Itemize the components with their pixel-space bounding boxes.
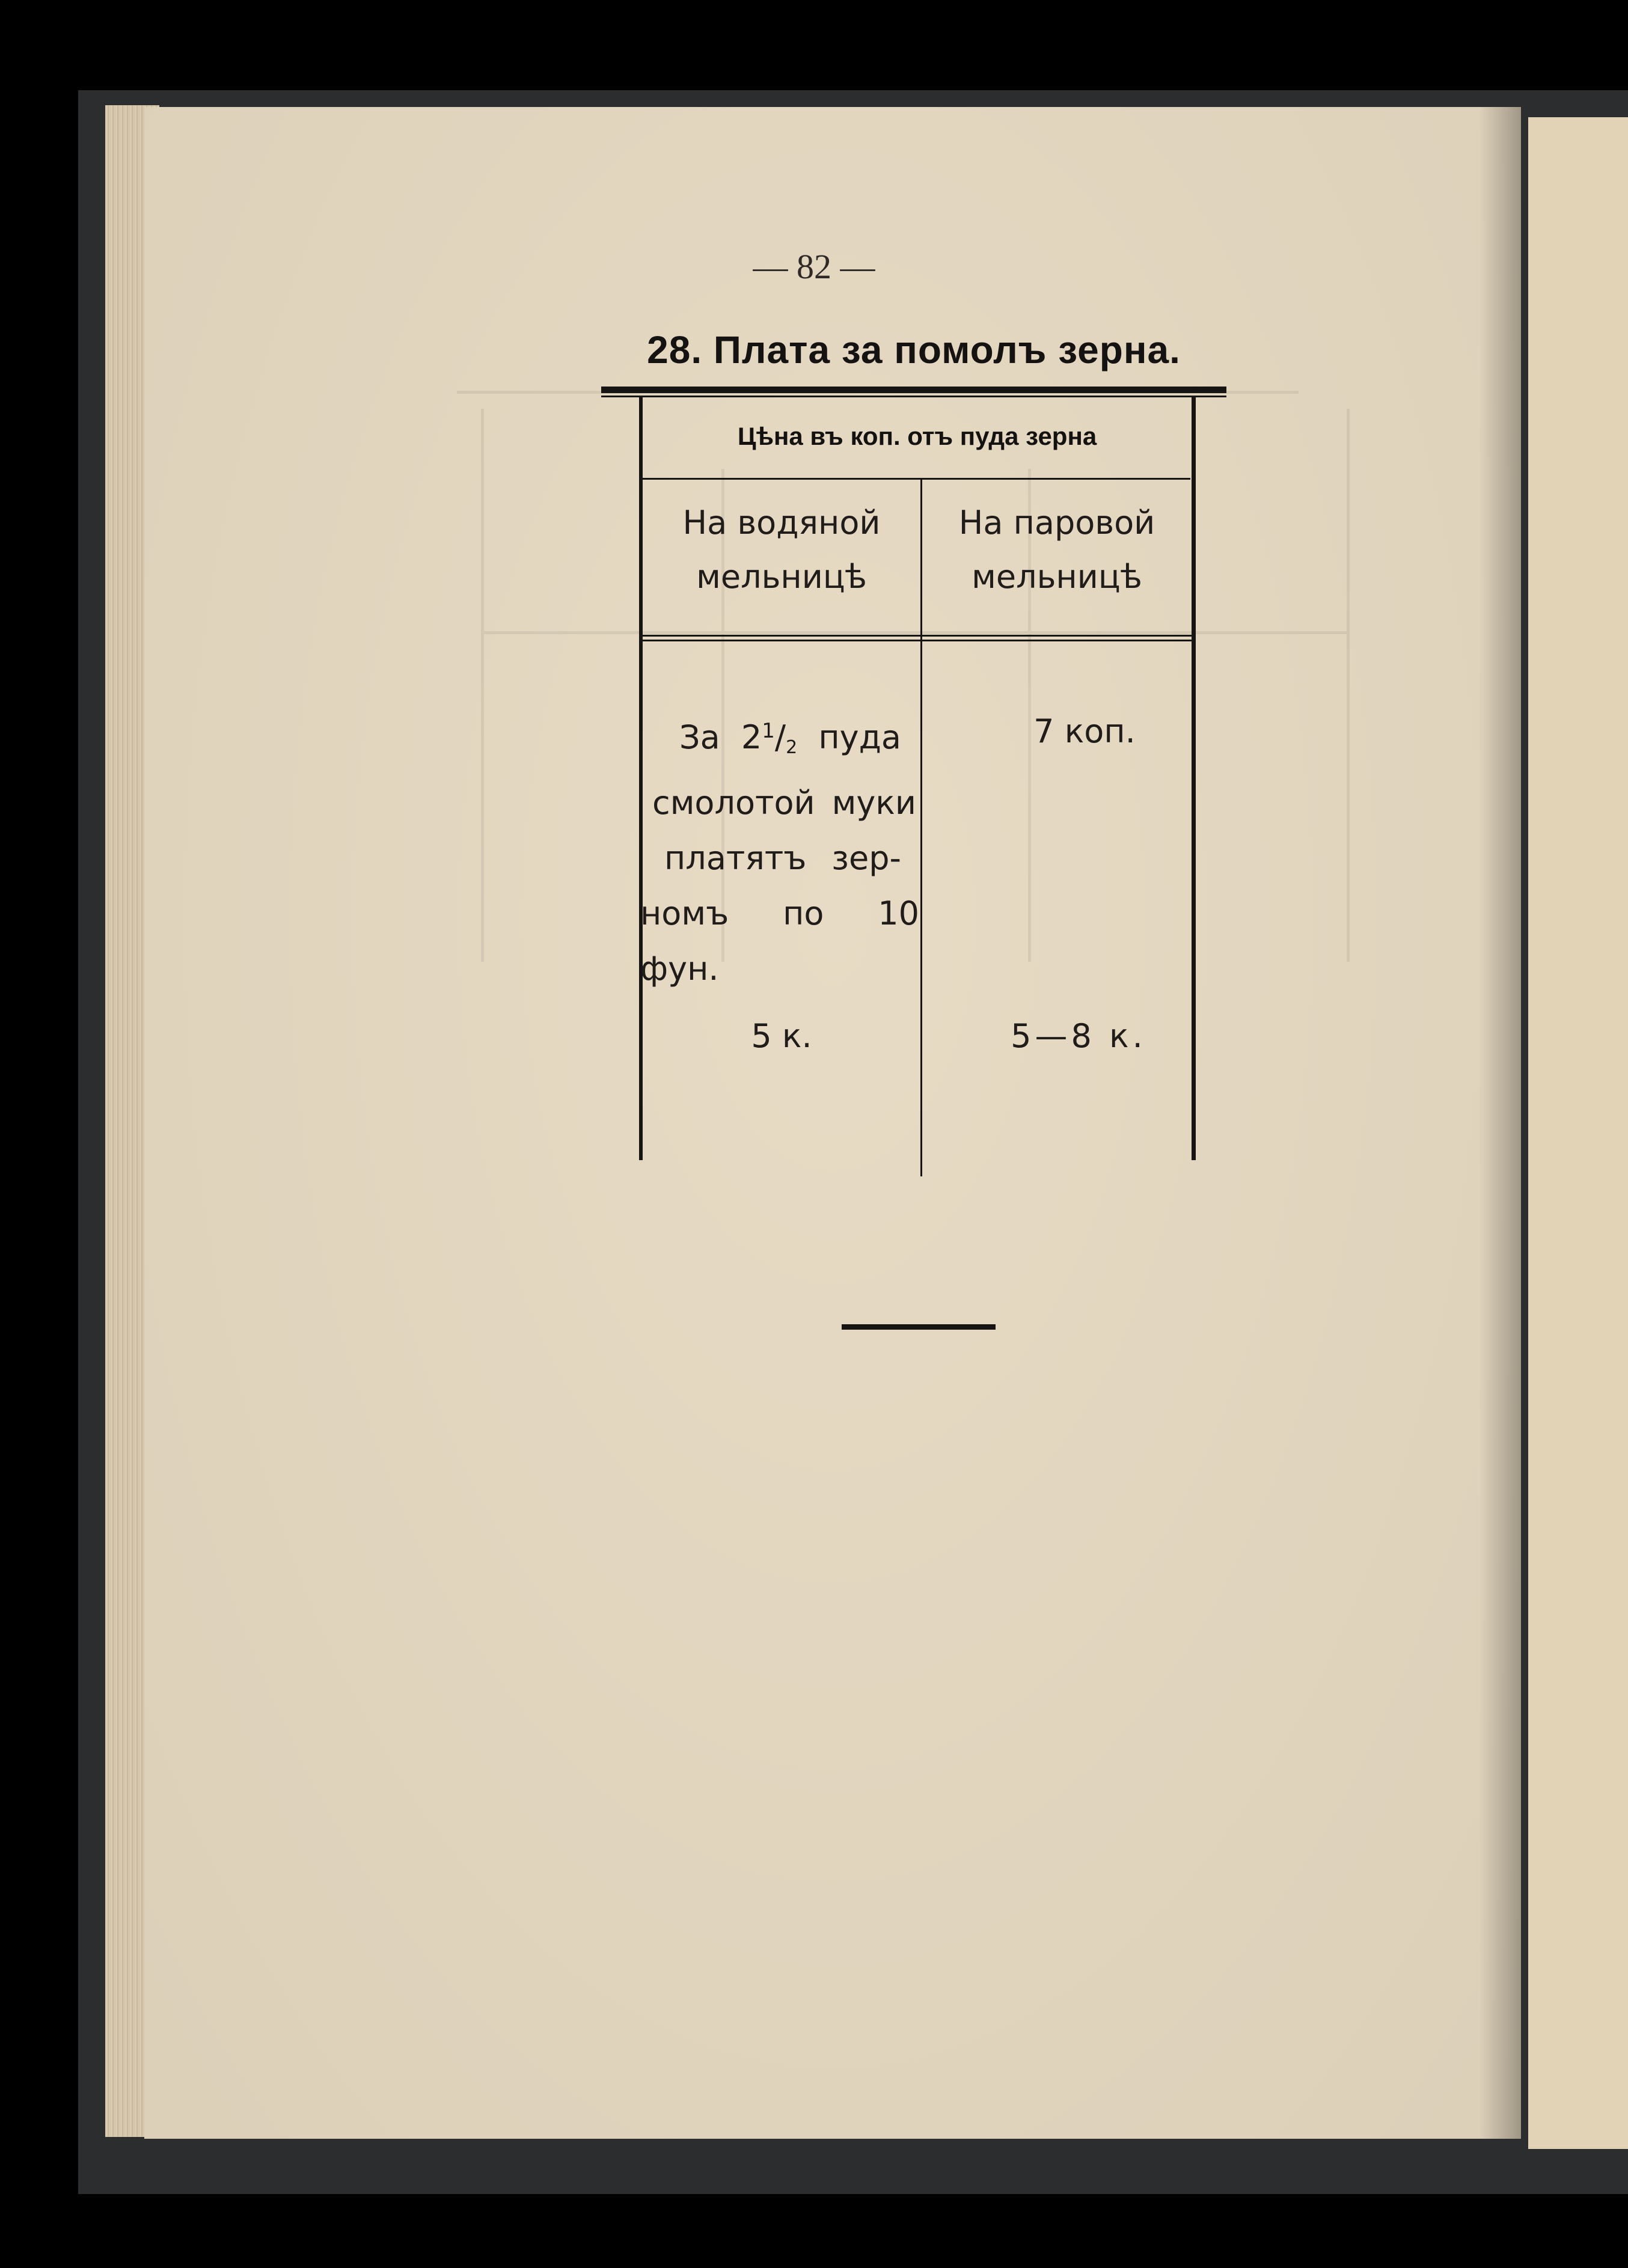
table-cell-water-mill-row2: 5 к.	[751, 1017, 812, 1055]
end-rule	[842, 1324, 996, 1330]
table-top-rule-thin	[601, 396, 1226, 397]
column-header-water-mill-line1: На водяной	[682, 504, 881, 542]
fraction-slash: /	[774, 718, 786, 756]
column-header-steam-mill	[922, 496, 1192, 604]
column-header-steam-mill-line1: На паровой	[958, 504, 1155, 542]
cell-line: платятъ зер-	[664, 839, 901, 877]
book-page	[144, 107, 1521, 2139]
cell-text: За 2	[679, 718, 762, 756]
page-number: — 82 —	[753, 247, 875, 286]
table-top-rule	[601, 387, 1226, 393]
gutter-shadow	[1479, 107, 1521, 2139]
cell-line: смолотой муки	[652, 784, 916, 822]
cell-text: пуда	[818, 718, 902, 756]
super-header: Цѣна въ коп. отъ пуда зерна	[737, 422, 1097, 450]
table-title: 28. Плата за помолъ зерна.	[647, 328, 1181, 371]
column-header-water-mill-line2: мельницѣ	[696, 558, 867, 596]
table-cell-steam-mill-row1: 7 коп.	[1033, 712, 1136, 750]
cell-line: номъ по 10 фун.	[640, 894, 919, 988]
header-double-rule-bottom	[641, 640, 1194, 641]
super-header-rule	[641, 478, 1190, 480]
cell-line	[640, 703, 919, 775]
fraction-numerator: 1	[762, 719, 775, 743]
fraction-denominator: 2	[786, 737, 798, 758]
table-cell-water-mill-row1	[640, 703, 919, 997]
column-header-water-mill	[643, 496, 920, 604]
header-double-rule-top	[641, 635, 1194, 637]
column-header-steam-mill-line2: мельницѣ	[972, 558, 1142, 596]
next-page-edge	[1528, 117, 1628, 2149]
table-cell-steam-mill-row2: 5—8 к.	[1011, 1017, 1146, 1055]
